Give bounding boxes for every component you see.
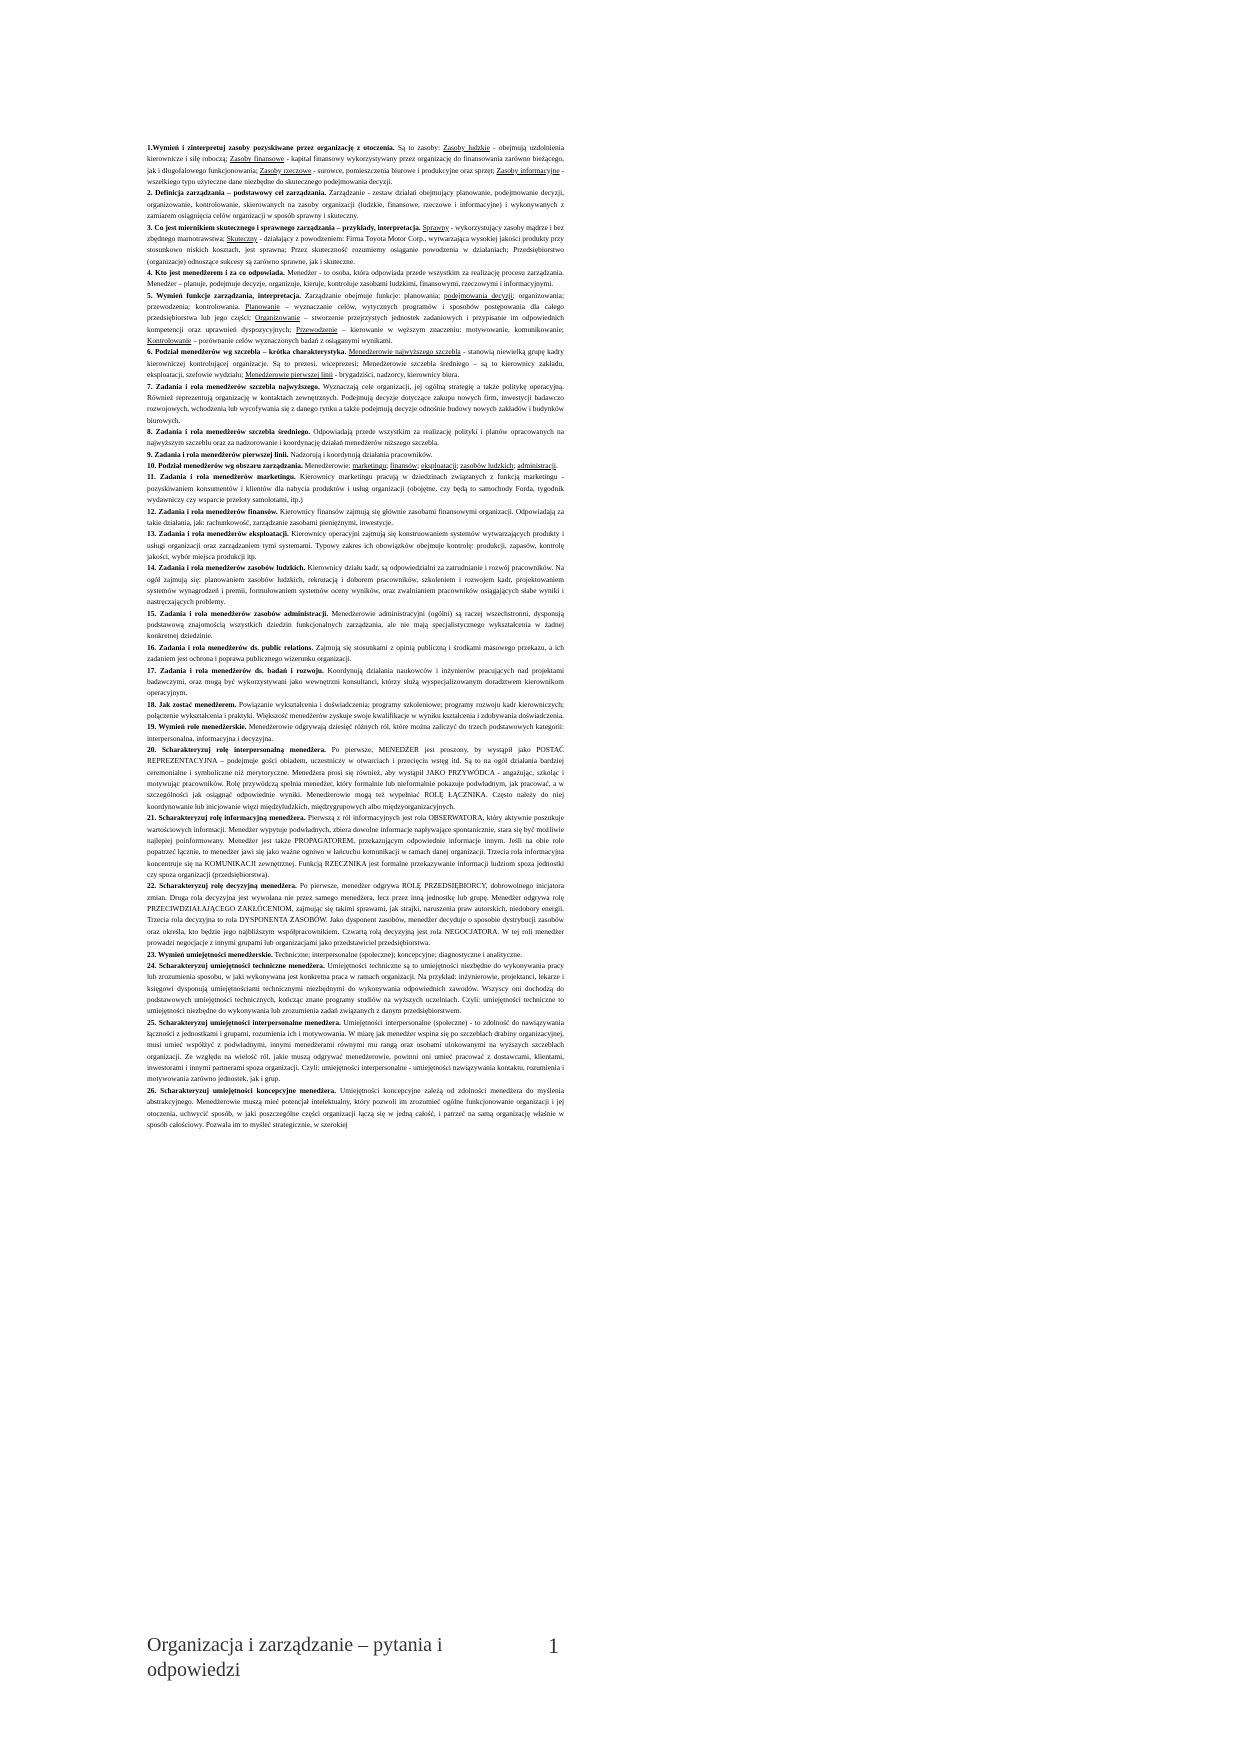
underlined-term: Kontrolowanie	[147, 336, 192, 346]
underlined-term: Przewodzenie	[295, 324, 338, 334]
answer-text: ;	[386, 461, 391, 471]
underlined-term: Zasoby finansowe	[229, 154, 285, 164]
paragraph	[147, 812, 564, 880]
question-heading: 16. Zadania i rola menedżerów ds. public relations.	[147, 642, 314, 652]
question-heading: 26. Scharakteryzuj umiejętności koncepcyjne menedżera.	[147, 1085, 337, 1095]
underlined-term: Zasoby rzeczowe	[259, 165, 312, 175]
answer-text: ;	[417, 461, 422, 471]
answer-text: - działający z powodzeniem: Firma Toyota Motor Corp., wytwarzająca wysokiej jakości produkty przy stosunkowo niskich kosztach, jest sprawna; Przez skuteczność rozumiemy osiąganie powodzenia w działaniach; Przedsiębiorstwo (organizacje) odnoszące sukcesy są zarówno sprawne, jak i skuteczne.	[147, 233, 564, 266]
answer-text: - wykorzystujący zasoby mądrze i bez zbędnego marnotrawstwa;	[147, 222, 564, 243]
paragraph	[147, 471, 564, 505]
underlined-term: administracji	[517, 461, 556, 471]
question-heading: 22. Scharakteryzuj rolę decyzyjną menedżera.	[147, 881, 297, 891]
footer-title: Organizacja i zarządzanie – pytania i odpowiedzi	[147, 1634, 443, 1681]
paragraph	[147, 142, 564, 187]
answer-text: .	[555, 461, 558, 471]
answer-text: Kierownicy marketingu pracują w dziedzinach związanych z funkcją marketingu - pozyskiwaniem konsumentów i klientów dla nabycia produktów i usług organizacji (obojętne, czy będą to samochody Forda, tygodnik wydawniczy czy wsparcie przeloty samolotami, itp.)	[147, 472, 564, 505]
paragraph	[147, 267, 564, 290]
answer-text: - surowce, pomieszczenia biurowe i produkcyjne oraz sprzęt;	[311, 165, 497, 175]
answer-text: Umiejętności koncepcyjne zależą od zdolności menedżera do myślenia abstrakcyjnego. Menedżerowie muszą mieć potencjał intelektualny, który pozwoli im zrozumieć ogólne funkcjonowanie organizacji i jej otoczenia, uchwycić sposób, w jaki poszczególne części organizacji łączą się w jedną całość, i patrzeć na samą organizację właśnie w sposób całościowy. Pozwala im to myśleć strategicznie, w szerokiej	[147, 1085, 564, 1129]
paragraph	[147, 346, 564, 380]
answer-text: Menedżerowie odgrywają dziesięć różnych ról, które można zaliczyć do trzech podstawowych kategorii: interpersonalna, informacyjna i decyzyjna.	[147, 722, 564, 743]
answer-text: Powiązanie wykształcenia i doświadczenia; programy szkoleniowe; programy rozwoju kadr kierowniczych; połączenie wykształcenia i praktyki. Większość menedżerów zyskuje swoje kwalifikacje w wyniku kształcenia i zdobywania doświadczenia.	[147, 699, 564, 720]
question-heading: 20. Scharakteryzuj rolę interpersonalną menedżera.	[147, 745, 326, 755]
question-heading: 19. Wymień role menedżerskie.	[147, 722, 247, 732]
question-heading: 14. Zadania i rola menedżerów zasobów ludzkich.	[147, 563, 306, 573]
page-footer	[147, 1633, 564, 1685]
answer-text: Umiejętności techniczne są to umiejętności niezbędne do wykonywania pracy lub zrozumienia sposobu, w jaki wykonywana jest konkretna praca w ramach organizacji. Na przykład: inżynierowie, projektanci, lekarze i księgowi dysponują umiejętnościami technicznymi niezbędnymi do wykonywania odpowiednich zawodów. Wszyscy oni dochodzą do podstawowych umiejętności technicznych, kończąc znane programy studiów na wyższych uczelniach. Czyli: umiejętności techniczne to umiejętności niezbędne do wykonywania lub zrozumienia zadań związanych z danym przedsiębiorstwem.	[147, 960, 564, 1016]
question-heading: 1.Wymień i zinterpretuj zasoby pozyskiwane przez organizację z otoczenia.	[147, 143, 395, 152]
question-heading: 23. Wymień umiejętności menedżerskie.	[147, 949, 273, 959]
underlined-term: zasobów ludzkich	[460, 461, 514, 471]
answer-text: - obejmują uzdolnienia kierownicze i siłę roboczą;	[147, 143, 564, 164]
underlined-term: Menedżerowie pierwszej linii	[245, 370, 333, 380]
answer-text: Zajmują się stosunkami z opinią publiczną i środkami masowego przekazu, a ich zadaniem jest ochrona i poprawa publicznego wizerunku organizacji.	[147, 642, 564, 664]
answer-text: – porównanie celów wyznaczonych badań z osiąganymi wynikami.	[191, 336, 393, 346]
answer-text: – stworzenie przejrzystych jednostek zadaniowych i przypisanie im odpowiednich kompetencji oraz uprawnień dyspozycyjnych;	[147, 313, 564, 334]
paragraph	[147, 642, 564, 665]
answer-text: Pierwszą z ról informacyjnych jest rola OBSERWATORA, który aktywnie poszukuje wartościowych informacji. Menedżer wypytuje podwładnych, zbiera dowolne informacje napływające spontanicznie, stara się być możliwie najlepiej poinformowany. Menedżer jest także PROPAGATOREM, przekazującym odpowiednie informacje innym. Jeśli na obie role popatrzeć łącznie, to menedżer jawi się jako ważne ogniwo w łańcuchu komunikacji w ramach danej organizacji. Trzecia rola informacyjna koncentruje się na KOMUNIKACJI zewnętrznej. Funkcją RZECZNIKA jest formalne przekazywanie informacji ludziom spoza jednostki czy spoza organizacji (przedsiębiorstwa).	[147, 813, 564, 879]
paragraph	[147, 960, 564, 1017]
question-heading: 17. Zadania i rola menedżerów ds. badań i rozwoju.	[147, 665, 324, 675]
question-heading: 9. Zadania i rola menedżerów pierwszej linii.	[147, 449, 289, 459]
underlined-term: Organizowanie	[255, 313, 301, 323]
paragraph	[147, 506, 564, 529]
question-heading: 18. Jak zostać menedżerem.	[147, 699, 237, 709]
answer-text: Menedżer - to osoba, która odpowiada przede wszystkim za realizację procesu zarządzania. Menedżer – planuje, podejmuje decyzje, organizuje, kieruje, kontroluje zasobami ludzkimi, finansowymi, rzeczowymi i informacyjnymi.	[147, 267, 564, 289]
answer-text: Nadzorują i koordynują działania pracowników.	[288, 449, 433, 459]
answer-text: Są to zasoby:	[394, 143, 444, 152]
answer-text: - brygadziści, nadzorcy, kierownicy biura.	[332, 370, 460, 380]
paragraph	[147, 460, 564, 471]
question-heading: 11. Zadania i rola menedżerów marketingu.	[147, 472, 296, 482]
paragraph	[147, 449, 564, 460]
paragraph	[147, 699, 564, 722]
underlined-term: podejmowania decyzji	[444, 290, 513, 300]
paragraph	[147, 744, 564, 812]
paragraph	[147, 528, 564, 562]
question-heading: 15. Zadania i rola menedżerów zasobów administracji.	[147, 608, 329, 618]
answer-text: Menedżerowie administracyjni (ogólni) są raczej wszechstronni, dysponują podstawową znajomością wszystkich dziedzin funkcjonalnych zarządzania, ale nie mają specjalistycznego wykształcenia w żadnej konkretnej dziedzinie.	[147, 608, 564, 641]
answer-text: - wszelkiego typu użyteczne dane niezbędne do skutecznego podejmowania decyzji.	[147, 165, 564, 187]
paragraph	[147, 562, 564, 607]
paragraph	[147, 1017, 564, 1085]
paragraph	[147, 187, 564, 221]
paragraph	[147, 665, 564, 699]
answer-text: Koordynują działania naukowców i inżynierów pracujących nad projektami badawczymi, oraz mogą być wykorzystywani jako wewnętrzni konsultanci, którzy służą wyspecjalizowanym doradztwem kierownikom operacyjnym.	[147, 665, 564, 698]
answer-text: ;	[456, 461, 461, 471]
paragraph	[147, 721, 564, 744]
underlined-term: eksploatacji	[421, 461, 457, 471]
question-heading: 25. Scharakteryzuj umiejętności interpersonalne menedżera.	[147, 1017, 341, 1027]
answer-text: Kierownicy finansów zajmują się głównie zasobami finansowymi organizacji. Odpowiadają za takie działania, jak: rachunkowość, zarządzanie zasobami pieniężnymi, inwestycje.	[147, 506, 564, 527]
paragraph	[147, 880, 564, 948]
underlined-term: Zasoby informacyjne	[496, 165, 560, 175]
question-heading: 5. Wymień funkcje zarządzania, interpretacja.	[147, 290, 302, 300]
question-heading: 6. Podział menedżerów wg szczebla – krótka charakterystyka.	[147, 347, 347, 357]
paragraph	[147, 290, 564, 347]
answer-text: Menedżerowie:	[302, 461, 353, 471]
question-heading: 2. Definicja zarządzania – podstawowy cel zarządzania.	[147, 188, 327, 198]
page-number: 1	[548, 1633, 559, 1658]
answer-text: ;	[513, 461, 518, 471]
answer-text: Kierownicy działu kadr, są odpowiedzialni za zatrudnianie i rozwój pracowników. Na ogół zajmują się: planowaniem zasobów ludzkich, rekrutacją i doborem pracowników, szkoleniem i rozwojem kadr, projektowaniem systemów wynagrodzeń i premii, formułowaniem systemów oceny wyników, oraz zwalnianiem pracowników osiągających słabe wyniki i nastręczających problemy.	[147, 563, 564, 607]
underlined-term: Zasoby ludzkie	[443, 143, 490, 152]
paragraph	[147, 949, 564, 960]
question-heading: 7. Zadania i rola menedżerów szczebla najwyższego.	[147, 381, 320, 391]
underlined-term: marketingu	[352, 461, 387, 471]
answer-text: Po pierwsze, MENEDŻER jest proszony, by wystąpił jako POSTAĆ REPREZENTACYJNA – podejmuje gości obiadem, uczestniczy w otwarciach i przecięciu wstęg itd. Są to na ogół działania bardziej ceremonialne i symboliczne niż merytoryczne. Menedżera prosi się również, aby wystąpił JAKO PRZYWÓDCA - angażując, szkoląc i motywując pracowników. Rolę przywódczą spełnia menedżer, który formalnie lub nieformalnie pokazuje podwładnym, jak pracować, a w szczególności jak osiągnąć odpowiednie wyniki. Menedżerowie mogą też wypełniać ROLĘ ŁĄCZNIKA. Często należy do niej koordynowanie lub inicjowanie więzi międzyludzkich, międzygrupowych albo międzyorganizacyjnych.	[147, 745, 564, 811]
question-heading: 8. Zadania i rola menedżerów szczebla średniego.	[147, 426, 311, 436]
question-heading: 21. Scharakteryzuj rolę informacyjną menedżera.	[147, 813, 306, 823]
underlined-term: finansów	[390, 461, 418, 471]
answer-text: – wyznaczanie celów, wytycznych programów i sposobów postępowania dla całego przedsiębiorstwa lub jego części;	[147, 302, 564, 323]
answer-text: Kierownicy operacyjni zajmują się konstruowaniem systemów wytwarzających produkty i usługi organizacji oraz zarządzaniem tymi systemami. Typowy zakres ich obowiązków obejmuje kontrolę: produkcji, zapasów, kontrolę jakości, wybór miejsca produkcji itp.	[147, 529, 564, 561]
answer-text: - stanowią niewielką grupę kadry kierowniczej kontrolującej organizacje. Są to prezesi, wiceprezesi; Menedżerowie szczebla średniego – są to kierownicy zakładu, eksploatacji, szefowie wydziału;	[147, 347, 564, 380]
paragraph	[147, 608, 564, 642]
question-heading: 12. Zadania i rola menedżerów finansów.	[147, 506, 278, 516]
answer-text: Odpowiadają przede wszystkim za realizację polityki i planów opracowanych na najwyższym szczeblu oraz za nadzorowanie i koordynację działań menedżerów niższego szczebla.	[147, 426, 564, 448]
question-heading: 3. Co jest miernikiem skutecznego i sprawnego zarządzania – przykłady, interpretacja.	[147, 222, 421, 232]
answer-text: Wyznaczają cele organizacji, jej ogólną strategię a także politykę operacyjną. Również reprezentują organizację w kontaktach zewnętrznych. Podejmują decyzje dotyczące zakupu nowych firm, inwestycji badawczo rozwojowych, wchodzenia lub wycofywania się z danego rynku a także podejmują decyzje odnośnie budowy nowych zakładów i budynków biurowych.	[147, 381, 564, 425]
answer-text: ; organizowania; przewodzenia; kontrolowania.	[147, 290, 564, 312]
body-text	[147, 142, 564, 1590]
answer-text: Zarządzanie obejmuje funkcje: planowania;	[301, 290, 445, 300]
question-heading: 4. Kto jest menedżerem i za co odpowiada.	[147, 267, 285, 277]
answer-text: Zarządzanie - zestaw działań obejmujący planowanie, podejmowanie decyzji, organizowanie, kontrolowanie, skierowanych na zasoby organizacji (ludzkie, finansowe, rzeczowe i informacyjne) i wykonywanych z zamiarem osiągnięcia celów organizacji w sposób sprawny i skuteczny.	[147, 188, 564, 221]
paragraph	[147, 426, 564, 449]
question-heading: 10. Podział menedżerów wg obszaru zarządzania.	[147, 461, 303, 471]
underlined-term: Planowanie	[245, 302, 280, 312]
question-heading: 24. Scharakteryzuj umiejętności techniczne menedżera.	[147, 960, 325, 970]
paragraph	[147, 1085, 564, 1130]
paragraph	[147, 222, 564, 267]
underlined-term: Sprawny	[422, 222, 449, 232]
answer-text: - kapitał finansowy wykorzystywany przez organizację do finansowania zarówno bieżącego, jak i długofalowego funkcjonowania;	[147, 154, 564, 175]
underlined-term: Skuteczny	[226, 233, 258, 243]
paragraph	[147, 381, 564, 426]
underlined-term: Menedżerowie najwyższego szczebla	[348, 347, 461, 357]
question-heading: 13. Zadania i rola menedżerów eksploatacji.	[147, 529, 289, 539]
answer-text: – kierowanie w węższym znaczeniu: motywowanie, komunikowanie;	[337, 324, 564, 334]
answer-text: Umiejętności interpersonalne (społeczne) - to zdolność do nawiązywania łączności z jednostkami i grupami, rozumienia ich i motywowania. W miarę jak menedżer wspina się po szczeblach drabiny organizacyjnej, musi umieć współżyć z podwładnymi, innymi menedżerami równymi mu rangą oraz osobami ulokowanymi na wyższych szczeblach organizacji. Ze względu na wielość ról, jakie muszą odgrywać menedżerowie, powinni oni umieć pracować z dostawcami, klientami, inwestorami i innymi partnerami spoza organizacji. Czyli: umiejętności interpersonalne - umiejętności nawiązywania kontaktu, rozumienia i motywowania zarówno jednostek, jak i grup.	[147, 1017, 564, 1084]
answer-text: Po pierwsze, menedżer odgrywa ROLĘ PRZEDSIĘBIORCY, dobrowolnego inicjatora zmian. Druga rola decyzyjna jest wywołana nie przez samego menedżera, lecz przez inną jednostkę lub grupę. Menedżer odgrywa rolę PRZECIWDZIAŁAJĄCEGO ZAKŁÓCENIOM, zajmując się takimi sprawami, jak strajki, naruszenia praw autorskich, niedobory energii. Trzecia rola decyzyjna to rola DYSPONENTA ZASOBÓW. Jako dysponent zasobów, menedżer decyduje o sposobie dystrybucji zasobów oraz określa, kto będzie jego najbliższym współpracownikiem. Czwartą rolą decyzyjną jest rola NEGOCJATORA. W tej roli menedżer prowadzi negocjacje z innymi grupami lub organizacjami jako przedstawiciel przedsiębiorstwa.	[147, 881, 564, 948]
answer-text: Techniczne; interpersonalne (społeczne); koncepcyjne; diagnostyczne i analityczne.	[272, 949, 523, 959]
